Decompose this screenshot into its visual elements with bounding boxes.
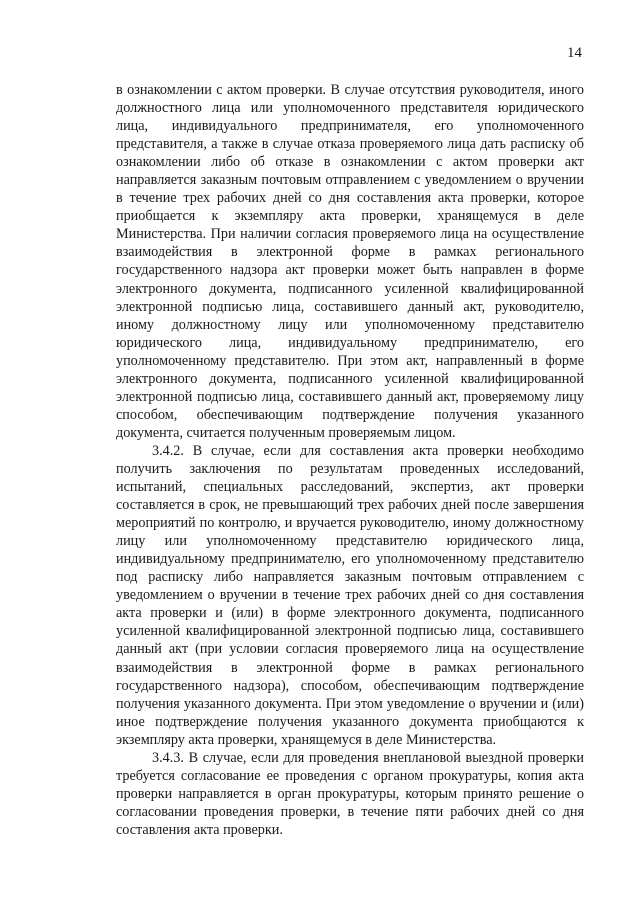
paragraph-text: в ознакомлении с актом проверки. В случае отсутствия руководителя, иного должностного лица или уполномоченного представителя юридического лица, индивидуального предпринимателя, его уполномоченного представителя, а также в случае отказа проверяемого лица дать расписку об ознакомлении либо об отказе в ознакомлении с актом проверки акт направляется заказным почтовым отправлением с уведомлением о вручении в течение трех рабочих дней со дня составления акта проверки, которое приобщается к экземпляру акта проверки, хранящемуся в деле Министерства. При наличии согласия проверяемого лица на осуществление взаимодействия в электронной форме в рамках регионального государственного надзора акт проверки может быть направлен в форме электронного документа, подписанного усиленной квалифицированной электронной подписью лица, составившего данный акт, руководителю, иному должностному лицу или уполномоченному представителю юридического лица, индивидуальному предпринимателю, его уполномоченному представителю. При этом акт, направленный в форме электронного документа, подписанного усиленной квалифицированной электронной подписью лица, составившего данный акт, проверяемому лицу способом, обеспечивающим подтверждение получения указанного документа, считается полученным проверяемым лицом.	[116, 82, 584, 441]
paragraph-text: В случае, если для проведения внеплановой выездной проверки требуется согласование ее проведения с органом прокуратуры, копия акта проверки направляется в орган прокуратуры, которым принято решение о согласовании проведения проверки, в течение пяти рабочих дней со дня составления акта проверки.	[116, 749, 584, 838]
paragraph-text: В случае, если для составления акта проверки необходимо получить заключения по результатам проведенных исследований, испытаний, специальных расследований, экспертиз, акт проверки составляется в срок, не превышающий трех рабочих дней после завершения мероприятий по контролю, и вручается руководителю, иному должностному лицу или уполномоченному представителю юридического лица, индивидуальному предпринимателю, его уполномоченному представителю под расписку либо направляется заказным почтовым отправлением с уведомлением о вручении в течение трех рабочих дней со дня составления акта проверки и (или) в форме электронного документа, подписанного усиленной квалифицированной электронной подписью лица, составившего данный акт (при условии согласия проверяемого лица на осуществление взаимодействия в электронной форме в рамках регионального государственного надзора), способом, обеспечивающим подтверждение получения указанного документа. При этом уведомление о вручении и (или) иное подтверждение получения указанного документа приобщаются к экземпляру акта проверки, хранящемуся в деле Министерства.	[116, 442, 584, 748]
paragraph-3-4-2	[116, 442, 584, 749]
paragraph-number: 3.4.3.	[152, 749, 184, 766]
paragraph-number: 3.4.2.	[152, 442, 184, 459]
paragraph-continuation	[116, 81, 584, 442]
page-number: 14	[567, 45, 582, 61]
paragraph-3-4-3	[116, 749, 584, 839]
document-body	[116, 81, 584, 839]
